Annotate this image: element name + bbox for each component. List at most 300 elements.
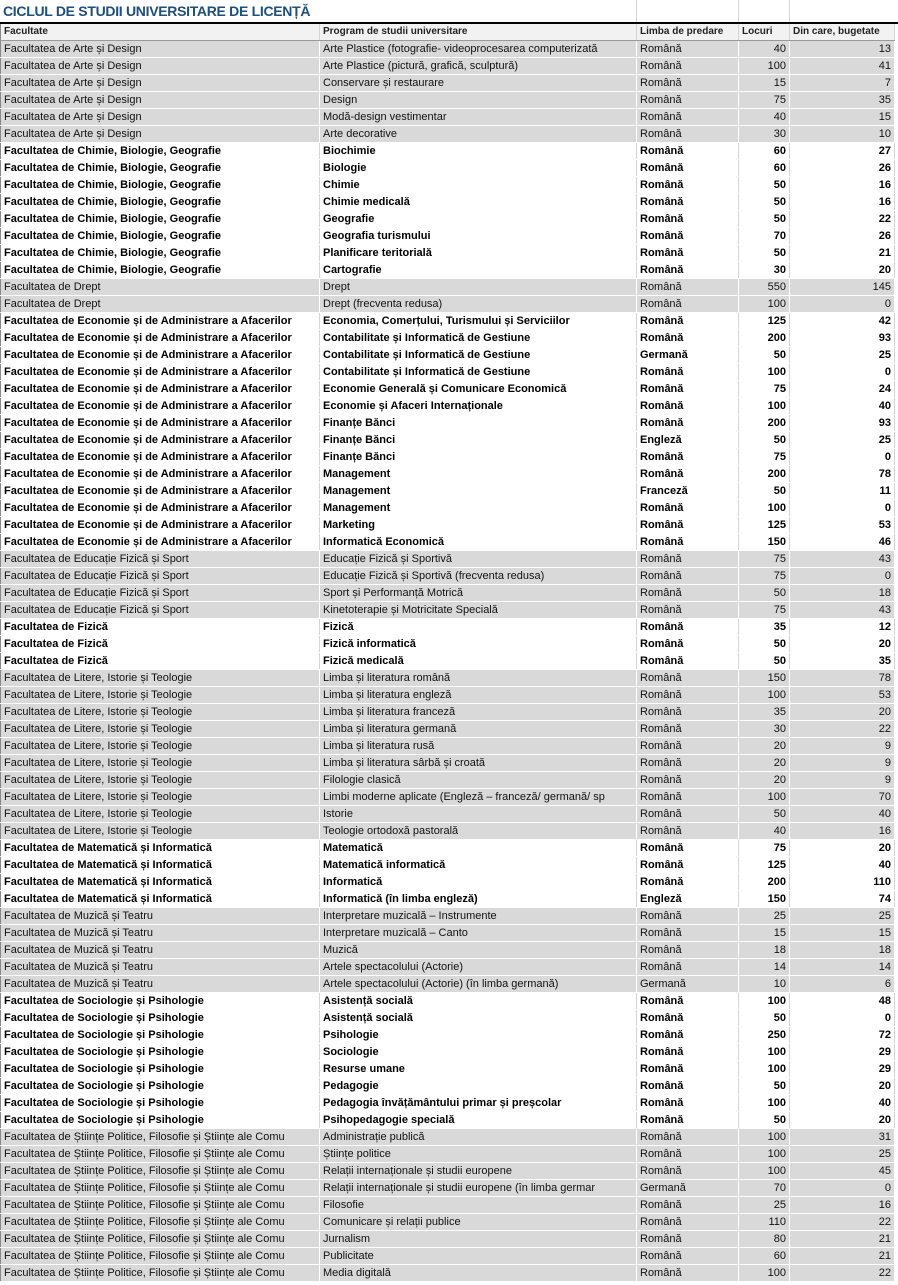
cell-places[interactable]: 50 [739, 245, 790, 262]
cell-language[interactable]: Română [637, 857, 739, 874]
cell-budget[interactable]: 20 [790, 1078, 895, 1095]
cell-places[interactable]: 110 [739, 1214, 790, 1231]
cell-program[interactable]: Limba și literatura sârbă și croată [320, 755, 637, 772]
cell-program[interactable]: Fizică medicală [320, 653, 637, 670]
cell-language[interactable]: Română [637, 160, 739, 177]
cell-faculty[interactable]: Facultatea de Științe Politice, Filosofie și Științe ale Comu [1, 1129, 320, 1146]
cell-language[interactable]: Română [637, 92, 739, 109]
cell-language[interactable]: Română [637, 874, 739, 891]
cell-language[interactable]: Română [637, 517, 739, 534]
cell-places[interactable]: 125 [739, 517, 790, 534]
cell-faculty[interactable]: Facultatea de Economie și de Administrare a Afacerilor [1, 432, 320, 449]
cell-language[interactable]: Română [637, 228, 739, 245]
cell-faculty[interactable]: Facultatea de Sociologie și Psihologie [1, 1061, 320, 1078]
cell-places[interactable]: 10 [739, 976, 790, 993]
cell-places[interactable]: 15 [739, 925, 790, 942]
cell-program[interactable]: Biochimie [320, 143, 637, 160]
cell-language[interactable]: Română [637, 398, 739, 415]
cell-program[interactable]: Fizică informatică [320, 636, 637, 653]
cell-language[interactable]: Română [637, 1061, 739, 1078]
cell-places[interactable]: 14 [739, 959, 790, 976]
cell-program[interactable]: Conservare și restaurare [320, 75, 637, 92]
cell-budget[interactable]: 21 [790, 245, 895, 262]
cell-language[interactable]: Română [637, 670, 739, 687]
cell-places[interactable]: 50 [739, 1112, 790, 1129]
cell-language[interactable]: Română [637, 500, 739, 517]
cell-budget[interactable]: 35 [790, 92, 895, 109]
cell-budget[interactable]: 13 [790, 41, 895, 58]
cell-budget[interactable]: 0 [790, 568, 895, 585]
cell-places[interactable]: 50 [739, 806, 790, 823]
cell-language[interactable]: Română [637, 823, 739, 840]
cell-places[interactable]: 15 [739, 75, 790, 92]
cell-language[interactable]: Română [637, 415, 739, 432]
cell-faculty[interactable]: Facultatea de Economie și de Administrare a Afacerilor [1, 364, 320, 381]
cell-language[interactable]: Română [637, 262, 739, 279]
cell-faculty[interactable]: Facultatea de Sociologie și Psihologie [1, 1044, 320, 1061]
cell-places[interactable]: 50 [739, 211, 790, 228]
cell-language[interactable]: Română [637, 738, 739, 755]
cell-language[interactable]: Română [637, 653, 739, 670]
cell-budget[interactable]: 27 [790, 143, 895, 160]
cell-faculty[interactable]: Facultatea de Științe Politice, Filosofie și Științe ale Comu [1, 1214, 320, 1231]
cell-faculty[interactable]: Facultatea de Economie și de Administrare a Afacerilor [1, 415, 320, 432]
cell-budget[interactable]: 26 [790, 160, 895, 177]
cell-places[interactable]: 18 [739, 942, 790, 959]
cell-budget[interactable]: 7 [790, 75, 895, 92]
cell-program[interactable]: Arte Plastice (pictură, grafică, sculptură) [320, 58, 637, 75]
cell-faculty[interactable]: Facultatea de Educație Fizică și Sport [1, 585, 320, 602]
cell-program[interactable]: Media digitală [320, 1265, 637, 1282]
cell-faculty[interactable]: Facultatea de Chimie, Biologie, Geografie [1, 194, 320, 211]
cell-faculty[interactable]: Facultatea de Litere, Istorie și Teologie [1, 806, 320, 823]
cell-faculty[interactable]: Facultatea de Științe Politice, Filosofie și Științe ale Comu [1, 1163, 320, 1180]
cell-language[interactable]: Română [637, 1248, 739, 1265]
cell-budget[interactable]: 0 [790, 449, 895, 466]
cell-language[interactable]: Română [637, 364, 739, 381]
cell-program[interactable]: Științe politice [320, 1146, 637, 1163]
cell-program[interactable]: Management [320, 500, 637, 517]
cell-program[interactable]: Fizică [320, 619, 637, 636]
cell-budget[interactable]: 70 [790, 789, 895, 806]
cell-faculty[interactable]: Facultatea de Sociologie și Psihologie [1, 1095, 320, 1112]
cell-program[interactable]: Artele spectacolului (Actorie) [320, 959, 637, 976]
cell-faculty[interactable]: Facultatea de Științe Politice, Filosofie și Științe ale Comu [1, 1146, 320, 1163]
cell-budget[interactable]: 29 [790, 1061, 895, 1078]
cell-budget[interactable]: 11 [790, 483, 895, 500]
cell-faculty[interactable]: Facultatea de Economie și de Administrare a Afacerilor [1, 449, 320, 466]
cell-language[interactable]: Română [637, 126, 739, 143]
cell-language[interactable]: Română [637, 466, 739, 483]
cell-program[interactable]: Muzică [320, 942, 637, 959]
cell-places[interactable]: 100 [739, 993, 790, 1010]
cell-faculty[interactable]: Facultatea de Economie și de Administrare a Afacerilor [1, 466, 320, 483]
cell-budget[interactable]: 93 [790, 330, 895, 347]
cell-program[interactable]: Educație Fizică și Sportivă (frecventa redusa) [320, 568, 637, 585]
cell-faculty[interactable]: Facultatea de Arte și Design [1, 92, 320, 109]
cell-budget[interactable]: 16 [790, 1197, 895, 1214]
cell-language[interactable]: Română [637, 619, 739, 636]
cell-language[interactable]: Română [637, 1010, 739, 1027]
cell-program[interactable]: Comunicare și relații publice [320, 1214, 637, 1231]
cell-faculty[interactable]: Facultatea de Litere, Istorie și Teologie [1, 789, 320, 806]
cell-program[interactable]: Finanțe Bănci [320, 432, 637, 449]
cell-budget[interactable]: 22 [790, 211, 895, 228]
cell-program[interactable]: Limba și literatura engleză [320, 687, 637, 704]
cell-program[interactable]: Educație Fizică și Sportivă [320, 551, 637, 568]
cell-program[interactable]: Filologie clasică [320, 772, 637, 789]
cell-language[interactable]: Română [637, 993, 739, 1010]
cell-language[interactable]: Română [637, 772, 739, 789]
cell-places[interactable]: 20 [739, 738, 790, 755]
cell-faculty[interactable]: Facultatea de Matematică și Informatică [1, 857, 320, 874]
cell-faculty[interactable]: Facultatea de Muzică și Teatru [1, 959, 320, 976]
cell-places[interactable]: 50 [739, 347, 790, 364]
cell-program[interactable]: Kinetoterapie și Motricitate Specială [320, 602, 637, 619]
cell-places[interactable]: 75 [739, 381, 790, 398]
cell-places[interactable]: 200 [739, 330, 790, 347]
cell-places[interactable]: 50 [739, 194, 790, 211]
cell-budget[interactable]: 74 [790, 891, 895, 908]
cell-faculty[interactable]: Facultatea de Educație Fizică și Sport [1, 602, 320, 619]
cell-faculty[interactable]: Facultatea de Chimie, Biologie, Geografie [1, 228, 320, 245]
cell-faculty[interactable]: Facultatea de Chimie, Biologie, Geografie [1, 245, 320, 262]
cell-program[interactable]: Matematică informatică [320, 857, 637, 874]
cell-program[interactable]: Asistență socială [320, 993, 637, 1010]
cell-budget[interactable]: 16 [790, 194, 895, 211]
cell-places[interactable]: 75 [739, 92, 790, 109]
cell-program[interactable]: Modă-design vestimentar [320, 109, 637, 126]
cell-faculty[interactable]: Facultatea de Științe Politice, Filosofie și Științe ale Comu [1, 1265, 320, 1282]
cell-program[interactable]: Marketing [320, 517, 637, 534]
cell-places[interactable]: 125 [739, 313, 790, 330]
header-cell-places[interactable]: Locuri [739, 24, 790, 41]
cell-faculty[interactable]: Facultatea de Litere, Istorie și Teologie [1, 772, 320, 789]
cell-budget[interactable]: 26 [790, 228, 895, 245]
cell-budget[interactable]: 42 [790, 313, 895, 330]
cell-program[interactable]: Pedagogia învățământului primar și preșcolar [320, 1095, 637, 1112]
cell-program[interactable]: Limba și literatura franceză [320, 704, 637, 721]
cell-budget[interactable]: 22 [790, 1214, 895, 1231]
cell-language[interactable]: Engleză [637, 432, 739, 449]
cell-program[interactable]: Contabilitate și Informatică de Gestiune [320, 364, 637, 381]
cell-program[interactable]: Relații internaționale și studii europene [320, 1163, 637, 1180]
cell-places[interactable]: 200 [739, 415, 790, 432]
cell-program[interactable]: Arte Plastice (fotografie- videoprocesarea computerizată [320, 41, 637, 58]
cell-program[interactable]: Limba și literatura română [320, 670, 637, 687]
cell-program[interactable]: Limba și literatura germană [320, 721, 637, 738]
cell-budget[interactable]: 25 [790, 1146, 895, 1163]
cell-faculty[interactable]: Facultatea de Economie și de Administrare a Afacerilor [1, 500, 320, 517]
cell-faculty[interactable]: Facultatea de Matematică și Informatică [1, 891, 320, 908]
cell-places[interactable]: 100 [739, 1044, 790, 1061]
cell-places[interactable]: 100 [739, 398, 790, 415]
cell-places[interactable]: 100 [739, 1146, 790, 1163]
cell-language[interactable]: Română [637, 75, 739, 92]
cell-budget[interactable]: 20 [790, 704, 895, 721]
cell-language[interactable]: Germană [637, 976, 739, 993]
cell-budget[interactable]: 0 [790, 296, 895, 313]
cell-program[interactable]: Informatică (în limba engleză) [320, 891, 637, 908]
cell-program[interactable]: Geografia turismului [320, 228, 637, 245]
cell-places[interactable]: 50 [739, 1078, 790, 1095]
cell-program[interactable]: Limba și literatura rusă [320, 738, 637, 755]
cell-faculty[interactable]: Facultatea de Fizică [1, 636, 320, 653]
cell-language[interactable]: Română [637, 1163, 739, 1180]
cell-language[interactable]: Română [637, 687, 739, 704]
cell-budget[interactable]: 29 [790, 1044, 895, 1061]
cell-budget[interactable]: 18 [790, 942, 895, 959]
cell-program[interactable]: Psihologie [320, 1027, 637, 1044]
cell-budget[interactable]: 31 [790, 1129, 895, 1146]
cell-program[interactable]: Filosofie [320, 1197, 637, 1214]
cell-places[interactable]: 50 [739, 585, 790, 602]
cell-faculty[interactable]: Facultatea de Drept [1, 296, 320, 313]
cell-faculty[interactable]: Facultatea de Muzică și Teatru [1, 908, 320, 925]
cell-program[interactable]: Jurnalism [320, 1231, 637, 1248]
cell-program[interactable]: Administrație publică [320, 1129, 637, 1146]
cell-budget[interactable]: 35 [790, 653, 895, 670]
cell-faculty[interactable]: Facultatea de Litere, Istorie și Teologie [1, 823, 320, 840]
cell-language[interactable]: Română [637, 1044, 739, 1061]
cell-language[interactable]: Română [637, 211, 739, 228]
cell-faculty[interactable]: Facultatea de Științe Politice, Filosofie și Științe ale Comu [1, 1197, 320, 1214]
cell-places[interactable]: 50 [739, 636, 790, 653]
cell-faculty[interactable]: Facultatea de Drept [1, 279, 320, 296]
cell-faculty[interactable]: Facultatea de Economie și de Administrare a Afacerilor [1, 483, 320, 500]
cell-faculty[interactable]: Facultatea de Arte și Design [1, 58, 320, 75]
cell-program[interactable]: Interpretare muzicală – Canto [320, 925, 637, 942]
cell-program[interactable]: Resurse umane [320, 1061, 637, 1078]
cell-budget[interactable]: 93 [790, 415, 895, 432]
cell-program[interactable]: Economie Generală și Comunicare Economică [320, 381, 637, 398]
cell-faculty[interactable]: Facultatea de Muzică și Teatru [1, 925, 320, 942]
cell-places[interactable]: 70 [739, 1180, 790, 1197]
cell-places[interactable]: 150 [739, 534, 790, 551]
cell-places[interactable]: 50 [739, 1010, 790, 1027]
cell-language[interactable]: Română [637, 840, 739, 857]
cell-language[interactable]: Română [637, 585, 739, 602]
cell-places[interactable]: 75 [739, 602, 790, 619]
cell-language[interactable]: Română [637, 789, 739, 806]
cell-places[interactable]: 30 [739, 126, 790, 143]
cell-language[interactable]: Franceză [637, 483, 739, 500]
cell-language[interactable]: Română [637, 194, 739, 211]
cell-places[interactable]: 40 [739, 823, 790, 840]
cell-budget[interactable]: 16 [790, 177, 895, 194]
cell-places[interactable]: 150 [739, 891, 790, 908]
cell-places[interactable]: 60 [739, 160, 790, 177]
cell-program[interactable]: Cartografie [320, 262, 637, 279]
cell-places[interactable]: 60 [739, 143, 790, 160]
cell-places[interactable]: 150 [739, 670, 790, 687]
cell-budget[interactable]: 78 [790, 466, 895, 483]
cell-places[interactable]: 100 [739, 1129, 790, 1146]
cell-program[interactable]: Asistență socială [320, 1010, 637, 1027]
cell-places[interactable]: 125 [739, 857, 790, 874]
cell-budget[interactable]: 6 [790, 976, 895, 993]
cell-language[interactable]: Română [637, 1112, 739, 1129]
cell-budget[interactable]: 110 [790, 874, 895, 891]
cell-budget[interactable]: 53 [790, 687, 895, 704]
cell-places[interactable]: 100 [739, 1061, 790, 1078]
cell-places[interactable]: 35 [739, 704, 790, 721]
cell-program[interactable]: Sport și Performanță Motrică [320, 585, 637, 602]
cell-budget[interactable]: 20 [790, 262, 895, 279]
cell-places[interactable]: 25 [739, 1197, 790, 1214]
cell-faculty[interactable]: Facultatea de Chimie, Biologie, Geografie [1, 262, 320, 279]
cell-language[interactable]: Română [637, 1129, 739, 1146]
cell-program[interactable]: Matematică [320, 840, 637, 857]
cell-budget[interactable]: 53 [790, 517, 895, 534]
cell-places[interactable]: 100 [739, 1095, 790, 1112]
cell-places[interactable]: 40 [739, 109, 790, 126]
cell-places[interactable]: 20 [739, 755, 790, 772]
cell-places[interactable]: 50 [739, 483, 790, 500]
cell-language[interactable]: Română [637, 704, 739, 721]
cell-budget[interactable]: 21 [790, 1248, 895, 1265]
cell-faculty[interactable]: Facultatea de Economie și de Administrare a Afacerilor [1, 313, 320, 330]
cell-language[interactable]: Română [637, 41, 739, 58]
cell-faculty[interactable]: Facultatea de Muzică și Teatru [1, 942, 320, 959]
cell-budget[interactable]: 43 [790, 551, 895, 568]
cell-faculty[interactable]: Facultatea de Arte și Design [1, 41, 320, 58]
cell-places[interactable]: 35 [739, 619, 790, 636]
cell-language[interactable]: Română [637, 1197, 739, 1214]
cell-places[interactable]: 50 [739, 177, 790, 194]
cell-faculty[interactable]: Facultatea de Științe Politice, Filosofie și Științe ale Comu [1, 1231, 320, 1248]
header-cell-budget[interactable]: Din care, bugetate [790, 24, 895, 41]
cell-language[interactable]: Engleză [637, 891, 739, 908]
cell-places[interactable]: 200 [739, 874, 790, 891]
cell-budget[interactable]: 25 [790, 347, 895, 364]
cell-language[interactable]: Română [637, 177, 739, 194]
cell-places[interactable]: 200 [739, 466, 790, 483]
cell-faculty[interactable]: Facultatea de Educație Fizică și Sport [1, 568, 320, 585]
cell-language[interactable]: Română [637, 1214, 739, 1231]
cell-budget[interactable]: 15 [790, 109, 895, 126]
cell-faculty[interactable]: Facultatea de Chimie, Biologie, Geografie [1, 177, 320, 194]
cell-faculty[interactable]: Facultatea de Litere, Istorie și Teologie [1, 721, 320, 738]
cell-faculty[interactable]: Facultatea de Arte și Design [1, 75, 320, 92]
cell-places[interactable]: 30 [739, 721, 790, 738]
cell-places[interactable]: 75 [739, 568, 790, 585]
cell-faculty[interactable]: Facultatea de Științe Politice, Filosofie și Științe ale Comu [1, 1248, 320, 1265]
cell-program[interactable]: Interpretare muzicală – Instrumente [320, 908, 637, 925]
cell-faculty[interactable]: Facultatea de Muzică și Teatru [1, 976, 320, 993]
cell-budget[interactable]: 22 [790, 721, 895, 738]
cell-language[interactable]: Română [637, 58, 739, 75]
cell-faculty[interactable]: Facultatea de Economie și de Administrare a Afacerilor [1, 381, 320, 398]
cell-places[interactable]: 100 [739, 1265, 790, 1282]
header-cell-program[interactable]: Program de studii universitare [320, 24, 637, 41]
cell-language[interactable]: Română [637, 1027, 739, 1044]
cell-budget[interactable]: 20 [790, 1112, 895, 1129]
cell-program[interactable]: Contabilitate și Informatică de Gestiune [320, 347, 637, 364]
cell-program[interactable]: Istorie [320, 806, 637, 823]
cell-faculty[interactable]: Facultatea de Sociologie și Psihologie [1, 1112, 320, 1129]
cell-program[interactable]: Limbi moderne aplicate (Engleză – franceză/ germană/ sp [320, 789, 637, 806]
cell-places[interactable]: 20 [739, 772, 790, 789]
cell-budget[interactable]: 20 [790, 840, 895, 857]
cell-places[interactable]: 75 [739, 449, 790, 466]
cell-program[interactable]: Drept (frecventa redusa) [320, 296, 637, 313]
cell-budget[interactable]: 46 [790, 534, 895, 551]
cell-program[interactable]: Finanțe Bănci [320, 449, 637, 466]
cell-language[interactable]: Română [637, 755, 739, 772]
cell-faculty[interactable]: Facultatea de Matematică și Informatică [1, 840, 320, 857]
cell-faculty[interactable]: Facultatea de Sociologie și Psihologie [1, 1027, 320, 1044]
cell-language[interactable]: Română [637, 959, 739, 976]
cell-faculty[interactable]: Facultatea de Economie și de Administrare a Afacerilor [1, 398, 320, 415]
cell-language[interactable]: Română [637, 381, 739, 398]
cell-faculty[interactable]: Facultatea de Sociologie și Psihologie [1, 993, 320, 1010]
cell-places[interactable]: 80 [739, 1231, 790, 1248]
cell-budget[interactable]: 40 [790, 857, 895, 874]
cell-places[interactable]: 550 [739, 279, 790, 296]
cell-program[interactable]: Planificare teritorială [320, 245, 637, 262]
cell-program[interactable]: Biologie [320, 160, 637, 177]
cell-program[interactable]: Economie și Afaceri Internaționale [320, 398, 637, 415]
cell-places[interactable]: 75 [739, 840, 790, 857]
cell-places[interactable]: 100 [739, 364, 790, 381]
cell-faculty[interactable]: Facultatea de Litere, Istorie și Teologie [1, 670, 320, 687]
cell-budget[interactable]: 40 [790, 806, 895, 823]
cell-language[interactable]: Română [637, 908, 739, 925]
cell-budget[interactable]: 9 [790, 772, 895, 789]
cell-program[interactable]: Finanțe Bănci [320, 415, 637, 432]
cell-budget[interactable]: 9 [790, 738, 895, 755]
header-cell-language[interactable]: Limba de predare [637, 24, 739, 41]
cell-budget[interactable]: 40 [790, 398, 895, 415]
cell-budget[interactable]: 22 [790, 1265, 895, 1282]
cell-language[interactable]: Română [637, 143, 739, 160]
cell-language[interactable]: Română [637, 534, 739, 551]
cell-program[interactable]: Management [320, 483, 637, 500]
cell-language[interactable]: Germană [637, 347, 739, 364]
cell-places[interactable]: 25 [739, 908, 790, 925]
cell-places[interactable]: 75 [739, 551, 790, 568]
cell-budget[interactable]: 25 [790, 908, 895, 925]
cell-places[interactable]: 100 [739, 500, 790, 517]
cell-language[interactable]: Română [637, 568, 739, 585]
cell-language[interactable]: Română [637, 330, 739, 347]
cell-program[interactable]: Informatică [320, 874, 637, 891]
cell-language[interactable]: Română [637, 313, 739, 330]
cell-faculty[interactable]: Facultatea de Arte și Design [1, 126, 320, 143]
cell-language[interactable]: Română [637, 449, 739, 466]
cell-faculty[interactable]: Facultatea de Economie și de Administrare a Afacerilor [1, 347, 320, 364]
cell-places[interactable]: 40 [739, 41, 790, 58]
cell-places[interactable]: 50 [739, 432, 790, 449]
cell-faculty[interactable]: Facultatea de Economie și de Administrare a Afacerilor [1, 517, 320, 534]
cell-places[interactable]: 50 [739, 653, 790, 670]
cell-faculty[interactable]: Facultatea de Sociologie și Psihologie [1, 1078, 320, 1095]
cell-budget[interactable]: 41 [790, 58, 895, 75]
cell-places[interactable]: 70 [739, 228, 790, 245]
cell-budget[interactable]: 72 [790, 1027, 895, 1044]
cell-budget[interactable]: 145 [790, 279, 895, 296]
cell-places[interactable]: 100 [739, 58, 790, 75]
cell-budget[interactable]: 24 [790, 381, 895, 398]
cell-places[interactable]: 250 [739, 1027, 790, 1044]
cell-budget[interactable]: 21 [790, 1231, 895, 1248]
cell-places[interactable]: 100 [739, 1163, 790, 1180]
cell-places[interactable]: 100 [739, 687, 790, 704]
cell-places[interactable]: 30 [739, 262, 790, 279]
cell-language[interactable]: Română [637, 721, 739, 738]
cell-program[interactable]: Chimie [320, 177, 637, 194]
